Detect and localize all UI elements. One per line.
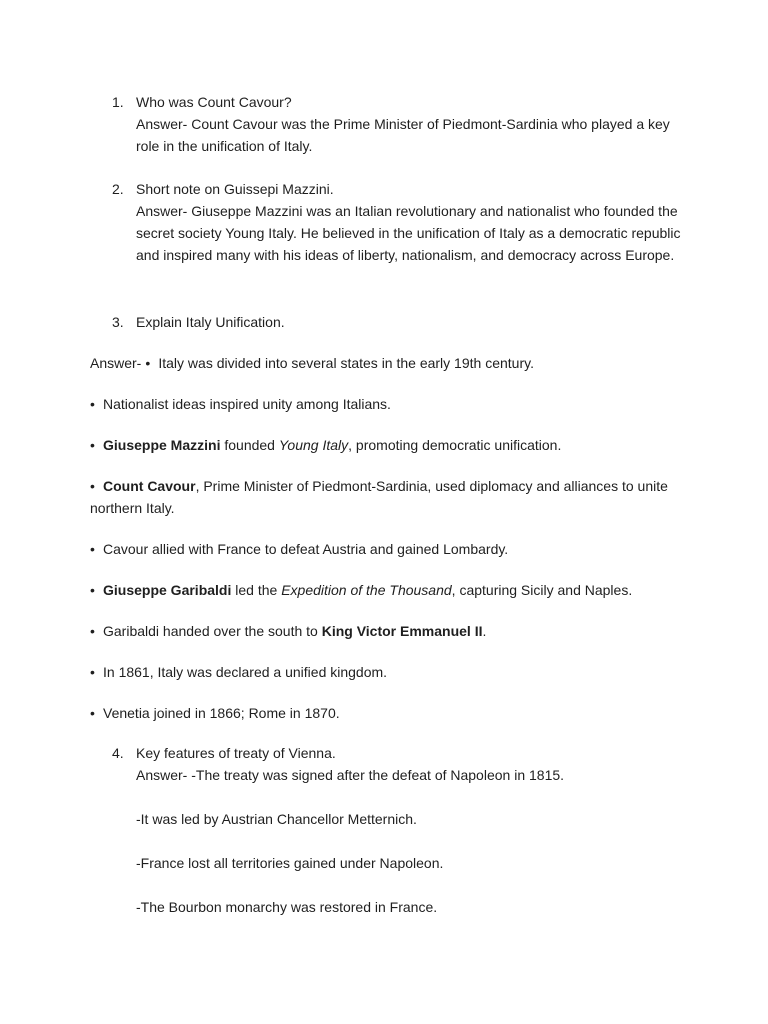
bold-term: Giuseppe Mazzini	[103, 437, 221, 453]
q3-answer-label: Answer-	[90, 355, 142, 371]
q4-point: -France lost all territories gained under Napoleon.	[136, 855, 444, 871]
list-item	[90, 702, 670, 724]
list-item	[90, 352, 670, 374]
italic-term: Expedition of the Thousand	[281, 582, 452, 598]
bullet-icon: •	[90, 478, 95, 494]
bullet-icon: •	[90, 396, 95, 412]
list-item	[90, 620, 670, 642]
bold-term: Count Cavour	[103, 478, 196, 494]
bullet-icon: •	[90, 705, 95, 721]
list-item	[90, 538, 670, 560]
bullet-text: led the	[231, 582, 282, 598]
bullet-text: Nationalist ideas inspired unity among Italians.	[103, 396, 391, 412]
bullet-icon: •	[90, 541, 95, 557]
bullet-text: founded	[220, 437, 279, 453]
bullet-icon: •	[145, 355, 151, 371]
bullet-icon: •	[90, 623, 95, 639]
bullet-text: , promoting democratic unification.	[348, 437, 562, 453]
q1-number: 1.	[112, 94, 124, 110]
q2-question: Short note on Guissepi Mazzini.	[136, 181, 334, 197]
bullet-icon: •	[90, 582, 95, 598]
bullet-text: In 1861, Italy was declared a unified kingdom.	[103, 664, 388, 680]
bullet-text: Italy was divided into several states in the early 19th century.	[158, 355, 534, 371]
q3-question: Explain Italy Unification.	[136, 314, 285, 330]
q2-block	[136, 178, 681, 266]
q3-block	[136, 311, 681, 333]
bullet-text: .	[482, 623, 487, 639]
list-item	[90, 434, 670, 456]
q4-point: -It was led by Austrian Chancellor Metternich.	[136, 811, 417, 827]
bullet-icon: •	[90, 437, 95, 453]
q4-question: Key features of treaty of Vienna.	[136, 745, 336, 761]
bullet-text: , capturing Sicily and Naples.	[451, 582, 633, 598]
italic-term: Young Italy	[278, 437, 349, 453]
list-item	[90, 475, 670, 519]
q1-question: Who was Count Cavour?	[136, 94, 292, 110]
bullet-text: Garibaldi handed over the south to	[103, 623, 322, 639]
bullet-text: , Prime Minister of Piedmont-Sardinia, used diplomacy and alliances to unite northern Italy.	[90, 478, 668, 516]
list-item	[90, 579, 670, 601]
q1-answer: Answer- Count Cavour was the Prime Minister of Piedmont-Sardinia who played a key role in the unification of Italy.	[136, 116, 670, 154]
q3-number: 3.	[112, 314, 124, 330]
bullet-text: Cavour allied with France to defeat Austria and gained Lombardy.	[103, 541, 509, 557]
list-item	[90, 393, 670, 415]
bold-term: King Victor Emmanuel II	[321, 623, 483, 639]
q1-block	[136, 91, 681, 157]
q4-number: 4.	[112, 745, 124, 761]
q2-answer: Answer- Giuseppe Mazzini was an Italian revolutionary and nationalist who founded the secret society Young Italy. He believed in the unification of Italy as a democratic republic and inspired many with his ideas of liberty, nationalism, and democracy across Europe.	[136, 203, 681, 263]
bullet-icon: •	[90, 664, 95, 680]
q4-block	[136, 742, 681, 786]
bullet-text: Venetia joined in 1866; Rome in 1870.	[103, 705, 340, 721]
list-item	[90, 661, 670, 683]
bold-term: Giuseppe Garibaldi	[103, 582, 232, 598]
q4-answer: Answer- -The treaty was signed after the defeat of Napoleon in 1815.	[136, 767, 565, 783]
q4-point: -The Bourbon monarchy was restored in France.	[136, 899, 438, 915]
q2-number: 2.	[112, 181, 124, 197]
